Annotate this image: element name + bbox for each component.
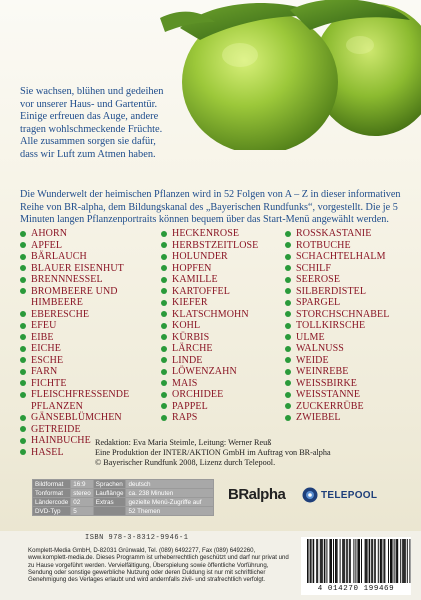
plant-name: ZWIEBEL xyxy=(296,412,341,423)
plant-name: FICHTE xyxy=(31,377,67,389)
spec-row xyxy=(33,498,214,507)
bullet-icon xyxy=(161,369,167,375)
plant-name: ORCHIDEE xyxy=(172,389,224,400)
plant-item xyxy=(20,274,150,286)
bullet-icon xyxy=(285,392,291,398)
plant-name: LÄRCHE xyxy=(172,343,213,354)
spec-cell xyxy=(93,507,126,516)
plant-item xyxy=(285,389,415,401)
plant-item xyxy=(285,297,415,309)
plant-name: KIEFER xyxy=(172,297,208,308)
apple-illustration xyxy=(140,0,421,150)
bullet-icon xyxy=(161,346,167,352)
barcode-bar xyxy=(384,539,385,583)
plant-item xyxy=(161,228,276,240)
plant-item xyxy=(285,366,415,378)
spec-cell: Bildformat xyxy=(33,480,71,489)
barcode-bar xyxy=(321,539,322,583)
plant-item xyxy=(20,309,150,321)
plant-item xyxy=(20,389,150,412)
barcode-bar xyxy=(357,539,359,583)
bullet-icon xyxy=(285,357,291,363)
bullet-icon xyxy=(285,242,291,248)
telepool-mark-icon xyxy=(302,487,318,503)
barcode-bar xyxy=(333,539,334,583)
spec-cell: deutsch xyxy=(126,480,214,489)
barcode-bar xyxy=(349,539,350,583)
plant-item xyxy=(161,401,276,413)
barcode-bar xyxy=(367,539,368,583)
barcode-bar xyxy=(374,539,376,583)
spec-cell: Tonformat xyxy=(33,489,71,498)
barcode-bar xyxy=(383,539,384,583)
plant-name: FARN xyxy=(31,366,58,377)
plant-name: WALNUSS xyxy=(296,343,344,354)
barcode-bar xyxy=(371,539,372,583)
spec-cell: Lauflänge xyxy=(93,489,126,498)
plant-name: TOLLKIRSCHE xyxy=(296,320,366,331)
plant-item xyxy=(285,251,415,263)
plant-name: EBERESCHE xyxy=(31,308,90,320)
bullet-icon xyxy=(161,254,167,260)
plant-name: BÄRLAUCH xyxy=(31,251,87,262)
bullet-icon xyxy=(161,277,167,283)
bullet-icon xyxy=(161,415,167,421)
plant-name: GETREIDE xyxy=(31,423,81,435)
barcode-bar xyxy=(402,539,404,583)
bullet-icon xyxy=(285,300,291,306)
plant-name: BRENNNESSEL xyxy=(31,274,103,285)
bullet-icon xyxy=(285,415,291,421)
bullet-icon xyxy=(20,277,26,283)
spec-row xyxy=(33,507,214,516)
plant-item xyxy=(161,332,276,344)
plant-item xyxy=(161,274,276,286)
plant-item xyxy=(285,309,415,321)
bullet-icon xyxy=(20,311,26,317)
plant-name: BROMBEERE UND HIMBEERE xyxy=(31,285,118,308)
plant-item xyxy=(20,286,150,309)
plant-name: KOHL xyxy=(172,320,201,331)
spec-cell: 52 Themen xyxy=(126,507,214,516)
plant-name: EFEU xyxy=(31,320,57,331)
plant-item xyxy=(161,240,276,252)
plant-item xyxy=(161,378,276,390)
plant-name: EICHE xyxy=(31,343,61,354)
barcode-bar xyxy=(343,539,344,583)
bullet-icon xyxy=(20,323,26,329)
plant-name: KÜRBIS xyxy=(172,331,210,343)
credits-copyright: © Bayerischer Rundfunk 2008, Lizenz durch Telepool. xyxy=(95,458,276,467)
plant-name: HASEL xyxy=(31,446,64,458)
br-alpha-logo: BRalpha xyxy=(228,486,286,503)
plant-name: SCHACHTELHALM xyxy=(296,251,386,262)
telepool-logo xyxy=(302,487,377,503)
plant-name: APFEL xyxy=(31,239,63,251)
bullet-icon xyxy=(20,380,26,386)
bullet-icon xyxy=(161,300,167,306)
barcode-bar xyxy=(359,539,360,583)
bullet-icon xyxy=(161,242,167,248)
barcode-bar xyxy=(350,539,351,583)
bullet-icon xyxy=(20,254,26,260)
barcode-bar xyxy=(380,539,382,583)
bullet-icon xyxy=(20,369,26,375)
plant-name: HAINBUCHE xyxy=(31,435,91,446)
intro-paragraph: Sie wachsen, blühen und gedeihen vor unserer Haus- und Gartentür. Einige erfreuen das Auge, andere tragen wohlschmeckende Früchte. Alle zusammen sorgen sie dafür, dass wir Luft zum Atmen haben. xyxy=(20,86,164,160)
spec-cell: 02 xyxy=(71,498,94,507)
plant-name: HOLUNDER xyxy=(172,251,228,262)
barcode-bar xyxy=(340,539,341,583)
bullet-icon xyxy=(20,415,26,421)
plant-column-1 xyxy=(20,228,150,458)
plant-item xyxy=(161,366,276,378)
barcode-bar xyxy=(405,539,406,583)
plant-item xyxy=(285,412,415,424)
plant-name: PAPPEL xyxy=(172,400,208,412)
plant-item xyxy=(20,332,150,344)
barcode-bar xyxy=(317,539,318,583)
plant-name: KLATSCHMOHN xyxy=(172,308,249,320)
bullet-icon xyxy=(161,392,167,398)
legal-notice: Komplett-Media GmbH, D-82031 Grünwald, Tel. (089) 6492277, Fax (089) 6492260, www.komplett-media.de. Dieses Programm ist urheberrechtlich geschützt und darf nur privat und zu Hause vorgeführt werden. Vervielfältigung, Überspielung sowie öffentliche Vorführung, Sendung oder sonstige gewerbliche Nutzung oder deren Duldung ist nur mit schriftlicher Genehmigung des Verlages erlaubt und wird andernfalls zivil- und strafrechtlich verfolgt. xyxy=(28,547,289,584)
plant-name: HERBSTZEITLOSE xyxy=(172,239,259,251)
plant-name: KARTOFFEL xyxy=(172,285,230,297)
plant-name: SCHILF xyxy=(296,262,332,274)
bullet-icon xyxy=(161,334,167,340)
spec-cell: Sprachen xyxy=(93,480,126,489)
plant-item xyxy=(20,412,150,424)
plant-name: SEEROSE xyxy=(296,274,341,285)
plant-name: SILBERDISTEL xyxy=(296,285,367,297)
credits-editor: Redaktion: Eva Maria Steimle, Leitung: Werner Reuß xyxy=(95,438,272,447)
plant-item xyxy=(161,309,276,321)
bullet-icon xyxy=(161,403,167,409)
barcode-bar xyxy=(361,539,362,583)
plant-item xyxy=(285,320,415,332)
plant-item xyxy=(285,228,415,240)
plant-name: ZUCKERRÜBE xyxy=(296,400,364,412)
plant-name: EIBE xyxy=(31,331,54,343)
bullet-icon xyxy=(285,311,291,317)
plant-name: HECKENROSE xyxy=(172,228,240,239)
bullet-icon xyxy=(161,311,167,317)
plant-item xyxy=(161,263,276,275)
plant-item xyxy=(285,263,415,275)
bullet-icon xyxy=(20,392,26,398)
plant-item xyxy=(20,424,150,436)
bullet-icon xyxy=(285,369,291,375)
plant-item xyxy=(20,240,150,252)
barcode-bar xyxy=(326,539,327,583)
barcode-bar xyxy=(344,539,345,583)
bullet-icon xyxy=(20,346,26,352)
bullet-icon xyxy=(20,242,26,248)
plant-item xyxy=(20,378,150,390)
barcode-bar xyxy=(409,539,410,583)
bullet-icon xyxy=(285,346,291,352)
barcode-bar xyxy=(329,539,331,583)
barcode-bar xyxy=(311,539,312,583)
bullet-icon xyxy=(161,380,167,386)
barcode-bar xyxy=(369,539,371,583)
barcode-bar xyxy=(378,539,379,583)
plant-item xyxy=(20,251,150,263)
barcode-bar xyxy=(335,539,337,583)
barcode-bar xyxy=(404,539,405,583)
barcode-bar xyxy=(320,539,321,583)
plant-item xyxy=(285,274,415,286)
bullet-icon xyxy=(285,231,291,237)
bullet-icon xyxy=(20,449,26,455)
barcode-bar xyxy=(396,539,397,583)
barcode-bar xyxy=(355,539,356,583)
bullet-icon xyxy=(20,334,26,340)
bullet-icon xyxy=(20,231,26,237)
barcode-bar xyxy=(394,539,395,583)
plant-name: ROSSKASTANIE xyxy=(296,228,372,239)
barcode-bar xyxy=(397,539,399,583)
series-description: Die Wunderwelt der heimischen Pflanzen wird in 52 Folgen von A – Z in dieser informativen Reihe von BR-alpha, dem Bildungskanal des „Bayerischen Rundfunks“, vorgestellt. Die je 5 Minuten langen Pflanzenportraits können bequem über das Start-Menü angewählt werden. xyxy=(20,189,401,226)
barcode-bar xyxy=(353,539,354,583)
bullet-icon xyxy=(285,277,291,283)
telepool-name: TELEPOOL xyxy=(321,489,378,501)
plant-item xyxy=(161,251,276,263)
barcode-bar xyxy=(372,539,373,583)
credits-production: Eine Produktion der INTER/AKTION GmbH im Auftrag von BR-alpha xyxy=(95,448,331,457)
bullet-icon xyxy=(161,357,167,363)
bullet-icon xyxy=(161,231,167,237)
plant-name: WEISSTANNE xyxy=(296,389,361,400)
plant-item xyxy=(20,343,150,355)
bullet-icon xyxy=(285,334,291,340)
plant-name: ESCHE xyxy=(31,354,64,366)
barcode-bar xyxy=(381,539,382,583)
plant-name: GÄNSEBLÜMCHEN xyxy=(31,412,122,423)
plant-column-2 xyxy=(161,228,276,424)
plant-name: KAMILLE xyxy=(172,274,218,285)
plant-name: STORCHSCHNABEL xyxy=(296,308,390,320)
plant-item xyxy=(161,320,276,332)
barcode-digits: 4 014270 199469 xyxy=(317,585,395,593)
plant-item xyxy=(285,378,415,390)
plant-item xyxy=(285,332,415,344)
barcode-bar xyxy=(307,539,309,583)
plant-item xyxy=(161,297,276,309)
barcode-bar xyxy=(366,539,367,583)
spec-cell: DVD-Typ xyxy=(33,507,71,516)
bullet-icon xyxy=(20,357,26,363)
bullet-icon xyxy=(285,403,291,409)
spec-cell: 16:9 xyxy=(71,480,94,489)
bullet-icon xyxy=(161,288,167,294)
plant-item xyxy=(161,343,276,355)
plant-name: WEINREBE xyxy=(296,366,349,377)
plant-item xyxy=(161,355,276,367)
plant-item xyxy=(161,412,276,424)
plant-name: BLAUER EISENHUT xyxy=(31,262,124,274)
spec-cell: Extras xyxy=(93,498,126,507)
bullet-icon xyxy=(285,323,291,329)
plant-name: SPARGEL xyxy=(296,297,341,308)
plant-name: AHORN xyxy=(31,228,68,239)
plant-name: WEIDE xyxy=(296,354,329,366)
plant-item xyxy=(161,389,276,401)
barcode-bar xyxy=(331,539,332,583)
plant-item xyxy=(285,355,415,367)
barcode-graphic xyxy=(301,537,411,585)
barcode-bar xyxy=(400,539,401,583)
barcode-bar xyxy=(313,539,315,583)
barcode-bar xyxy=(365,539,366,583)
plant-item xyxy=(161,286,276,298)
plant-column-3 xyxy=(285,228,415,424)
credits xyxy=(95,438,420,468)
plant-item xyxy=(285,343,415,355)
bullet-icon xyxy=(285,254,291,260)
spec-cell: gezielte Menü-Zugriffe auf xyxy=(126,498,214,507)
isbn: ISBN 978-3-8312-9946-1 xyxy=(85,534,189,542)
plant-name: HOPFEN xyxy=(172,262,212,274)
plant-item xyxy=(20,355,150,367)
bullet-icon xyxy=(20,288,26,294)
plant-name: ULME xyxy=(296,331,325,343)
spec-cell: 5 xyxy=(71,507,94,516)
bullet-icon xyxy=(285,265,291,271)
bullet-icon xyxy=(20,426,26,432)
spec-cell: stereo xyxy=(71,489,94,498)
bullet-icon xyxy=(161,323,167,329)
barcode-bar xyxy=(310,539,311,583)
barcode-bar xyxy=(324,539,326,583)
bullet-icon xyxy=(285,380,291,386)
plant-item xyxy=(285,401,415,413)
plant-item xyxy=(20,366,150,378)
bullet-icon xyxy=(285,288,291,294)
barcode-bar xyxy=(346,539,348,583)
plant-name: FLEISCHFRESSENDE PFLANZEN xyxy=(31,389,130,412)
bullet-icon xyxy=(20,438,26,444)
plant-name: LINDE xyxy=(172,354,203,366)
bullet-icon xyxy=(161,265,167,271)
barcode-bar xyxy=(322,539,323,583)
spec-row xyxy=(33,480,214,489)
barcode-bar xyxy=(407,539,408,583)
barcode-bar xyxy=(337,539,338,583)
barcode-bar xyxy=(390,539,391,583)
plant-name: ROTBUCHE xyxy=(296,239,351,251)
plant-item xyxy=(20,228,150,240)
plant-item xyxy=(285,286,415,298)
barcode-bar xyxy=(316,539,317,583)
plant-name: RAPS xyxy=(172,412,198,423)
plant-name: LÖWENZAHN xyxy=(172,366,237,377)
plant-name: WEISSBIRKE xyxy=(296,377,357,389)
spec-row xyxy=(33,489,214,498)
plant-item xyxy=(20,263,150,275)
plant-item xyxy=(20,320,150,332)
spec-table xyxy=(32,479,214,516)
barcode-bar xyxy=(391,539,393,583)
plant-name: MAIS xyxy=(172,377,198,389)
bullet-icon xyxy=(20,265,26,271)
spec-cell: Ländercode xyxy=(33,498,71,507)
barcode-bar xyxy=(342,539,343,583)
plant-item xyxy=(285,240,415,252)
spec-cell: ca. 238 Minuten xyxy=(126,489,214,498)
barcode-bar xyxy=(388,539,389,583)
